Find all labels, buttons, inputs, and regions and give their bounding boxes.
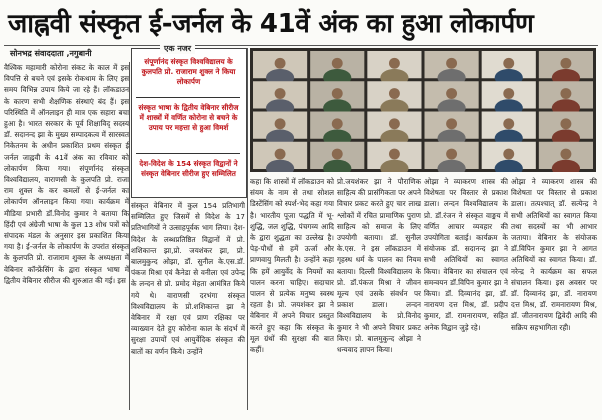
participant-face xyxy=(389,118,400,129)
article-text: संस्कृत वेबिनार में कुल 154 प्रतिभागी सम्मिलित हुए जिसमें से विदेश के 17 प्रतिभागियों ने उत्साहपूर्वक भाग लिया। देश-विदेश के लब्धप्रतिष्ठित विद्वानों में प्रो. शशिकान्त झा,प्रो. जयशंकर झा, प्रो. बालमुकुन्द ओझा, डॉ. सुनील के.एस.डॉ. पंकज मिश्रा एवं कैनेडा से वनीला एवं उपेन्द्र के लन्दन से प्रो. प्रमोद मेहता आमंत्रित किये गये थे। वाराणसी दरभंगा संस्कृत विश्वविद्यालय के प्रो.शशिकान्त झा ने वेबिनार में रक्षा एवं प्राण रक्षिका पर व्याख्यान देते हुए कोरोना काल के संदर्भ में सुरक्षा उपायों एवं आयुर्वेदिक संस्कृत की बातों का वर्णन किये। उन्होंने xyxy=(131,201,245,356)
participant-face xyxy=(446,118,457,129)
participant-tile xyxy=(253,142,307,172)
participant-face xyxy=(332,58,343,69)
participant-face xyxy=(446,149,457,160)
participant-face xyxy=(560,88,571,99)
participant-tile xyxy=(253,51,307,86)
participant-face xyxy=(389,149,400,160)
participant-face xyxy=(275,58,286,69)
article-text: ओझा ने व्याकरण शास्त्र की विशेषता पर विस्तार से प्रकाश डाला। लन्दन विश्वविद्यालय के प्रो. डॉ.रंजन ने संस्कृत वाङ्मय में वर्णित आचार व्यवहार की उपयोगिता बताई। कार्यक्रम के संयोजक डॉ. सदानन्द झा ने सभी अतिथियों का स्वागत किया। वेबिनार का संचालन एवं समन्वयन डॉ.विपिन कुमार झा ने किया। डॉ. दिव्यानंद झा, डॉ. नारायण दत्त मिश्र, डॉ. प्रदीप कुमार, डॉ. रामनारायण, सहित अनेक विद्वान जुड़े रहे। xyxy=(424,177,508,332)
participant-face xyxy=(275,149,286,160)
article-column-1 xyxy=(4,62,129,410)
participant-face xyxy=(560,149,571,160)
article-text: कहा कि शास्त्रों में लॉकडाउन को संयम के नाम से तथा सोशल डिस्टेंसिंग को स्पर्श-भेद कहा गया है। भारतीय पूजा पद्धति में भू-शुद्धि, जल शुद्धि, पंचगव्य आदि के द्वारा शुद्धता का उल्लेख है। पेड़-पौधों से हमें ऊर्जा और प्राणवायु मिलती है। उन्होंने कहा कि हमें आयुर्वेद के नियमों का पालन करना चाहिए। सदाचार पालन से प्रत्येक मनुष्य स्वस्थ रहता है। प्रो. जयशंकर झा ने वेबिनार में अपने विचार प्रस्तुत करते हुए कहा कि संस्कृत के मूल ग्रंथों की सुरक्षा की बात कहीं। xyxy=(250,177,334,355)
article-text: वैश्विक महामारी कोरोना संकट के काल में इस विपत्ति से बचने एवं इसके रोकथाम के लिए इस समय विभिन्न उपाय किये जा रहे हैं। लॉकडाउन के कारण सभी शैक्षणिक संस्थाएं बंद हैं। इस परिस्थिति में ऑनलाइन ही मात्र एक सहारा बचा हुआ है। भारत सरकार के पूर्व शिक्षाविद् सदस्य डॉ. सदानन्द झा के मुख्य सम्पादकत्व में सारस्वत निकेतनम के अधीन प्रकाशित प्रथम संस्कृत ई जर्नल जाह्नवी के 41वें अंक का रविवार को लोकार्पण किया गया। संपूर्णानंद संस्कृत विश्वविद्यालय, वाराणसी के कुलपति प्रो. राजा राम शुक्ल के कर कमलों से ई-जर्नल का लोकार्पण ऑनलाइन किया गया। कार्यक्रम में मीडिया प्रभारी डॉ.विनोद कुमार ने बताया कि हिंदी एवं अंग्रेजी भाषा के कुल 13 शोध पत्रों को संपादक मंडल के अनुसार इस प्रकाशित किया गया है। ई-जर्नल के लोकार्पण के उपरांत संस्कृत के कुलपति प्रो. राजाराम शुक्ल के अध्यक्षता में वेबिनार कॉन्फ्रेंसिंग के द्वारा संस्कृत भाषा में द्वितीय वेबिनार सीरीज की शुरुआत की गई। इस xyxy=(4,63,129,285)
article-column-5 xyxy=(424,176,508,410)
byline: सोनभद्र संवाददाता ,नगुबानी xyxy=(10,49,92,58)
participant-tile xyxy=(367,81,421,116)
participant-face xyxy=(389,88,400,99)
participant-tile xyxy=(425,142,479,172)
sidebar-item: संपूर्णानंद संस्कृत विश्वविद्यालय के कुलपति प्रो. राजाराम शुक्ल ने किया लोकार्पण xyxy=(141,57,236,86)
participant-tile xyxy=(425,81,479,116)
sidebar-item: देश-विदेश के 154 संस्कृत विद्वानों ने संस्कृत वेबिनार सीरीज हुए सम्मिलित xyxy=(139,159,238,178)
participant-face xyxy=(332,88,343,99)
headline-divider xyxy=(4,45,598,46)
participant-face xyxy=(389,58,400,69)
participant-tile xyxy=(425,51,479,86)
participant-face xyxy=(275,118,286,129)
participant-face xyxy=(275,88,286,99)
participant-tile xyxy=(253,81,307,116)
headline: जाह्नवी संस्कृत ई-जर्नल के 41वें अंक का हुआ लोकार्पण xyxy=(8,9,534,39)
sidebar-item: संस्कृत भाषा के द्वितीय वेबिनार सीरीज में शास्त्रों में वर्णित कोरोना से बचने के उपाय पर महत्ता से हुआ विमर्श xyxy=(138,103,239,132)
video-call-grid xyxy=(250,48,596,172)
participant-tile xyxy=(367,112,421,147)
participant-tile xyxy=(482,81,536,116)
article-column-2 xyxy=(131,200,245,410)
participant-tile xyxy=(539,142,593,172)
participant-face xyxy=(503,118,514,129)
participant-tile xyxy=(367,142,421,172)
participant-face xyxy=(560,118,571,129)
webinar-photo xyxy=(250,48,596,172)
participant-face xyxy=(446,58,457,69)
article-text: ओझा ने व्याकरण शास्त्र की विशेषता पर विस्तार से प्रकाश डाला। तत्पश्चात् डॉ. सत्येन्द्र ने सभी अतिथियों का स्वागत किया तथा सदस्यों का भी आभार जताया। वेबिनार के संयोजक डॉ.विपिन कुमार झा ने आगत अतिथियों का स्वागत किया। डॉ. नरेन्द्र ने कार्यक्रम का सफल संचालन किया। इस अवसर पर डॉ. दिव्यानंद झा, डॉ. नारायण दत्त मिश्र, डॉ. रामनारायण मिश्र, डॉ. जीतनारायण द्विवेदी आदि की सक्रिय सहभागिता रही। xyxy=(511,177,597,332)
participant-tile xyxy=(482,142,536,172)
participant-face xyxy=(503,58,514,69)
participant-tile xyxy=(310,81,364,116)
participant-tile xyxy=(539,81,593,116)
article-column-3 xyxy=(250,176,334,410)
sidebar-divider xyxy=(136,97,240,98)
participant-face xyxy=(332,118,343,129)
participant-tile xyxy=(425,112,479,147)
sidebar-box xyxy=(131,44,247,198)
participant-face xyxy=(332,149,343,160)
article-column-6 xyxy=(511,176,597,410)
participant-tile xyxy=(482,51,536,86)
participant-tile xyxy=(539,112,593,147)
participant-face xyxy=(503,88,514,99)
column-rule xyxy=(129,62,130,410)
column-rule xyxy=(247,48,248,410)
sidebar-divider xyxy=(136,153,240,154)
participant-tile xyxy=(253,112,307,147)
participant-tile xyxy=(310,112,364,147)
sidebar-title: एक नजर xyxy=(160,43,195,54)
participant-tile xyxy=(539,51,593,86)
participant-tile xyxy=(310,51,364,86)
participant-face xyxy=(503,149,514,160)
participant-face xyxy=(446,88,457,99)
participant-face xyxy=(560,58,571,69)
participant-tile xyxy=(310,142,364,172)
article-text: प्रो.जयशंकर झा ने पौराणिक साहित्य की प्रासंगिकता पर अपने विचार प्रकट करते हुए चार लाख श्लोकों में रचित प्रामाणिक पुराण साहित्य को समाज के लिए उपयोगी बताया। डॉ. सुनील के.एस. ने इस लॉकडाउन में गृहस्थ धर्म के पालन का नियम बताया। दिल्ली विश्वविद्यालय के प्रो. डॉ.पंकज मिश्रा ने जीवन मूल्य एवं उसके संवर्धन पर प्रकाश डाला। लन्दन विश्वविद्यालय के प्रो.विनोद कुमार ने भी अपने विचार प्रकट किए। प्रो. बालमुकुन्द ओझा ने धन्यवाद ज्ञापन किया। xyxy=(337,177,421,355)
article-column-4 xyxy=(337,176,421,410)
participant-tile xyxy=(482,112,536,147)
participant-tile xyxy=(367,51,421,86)
